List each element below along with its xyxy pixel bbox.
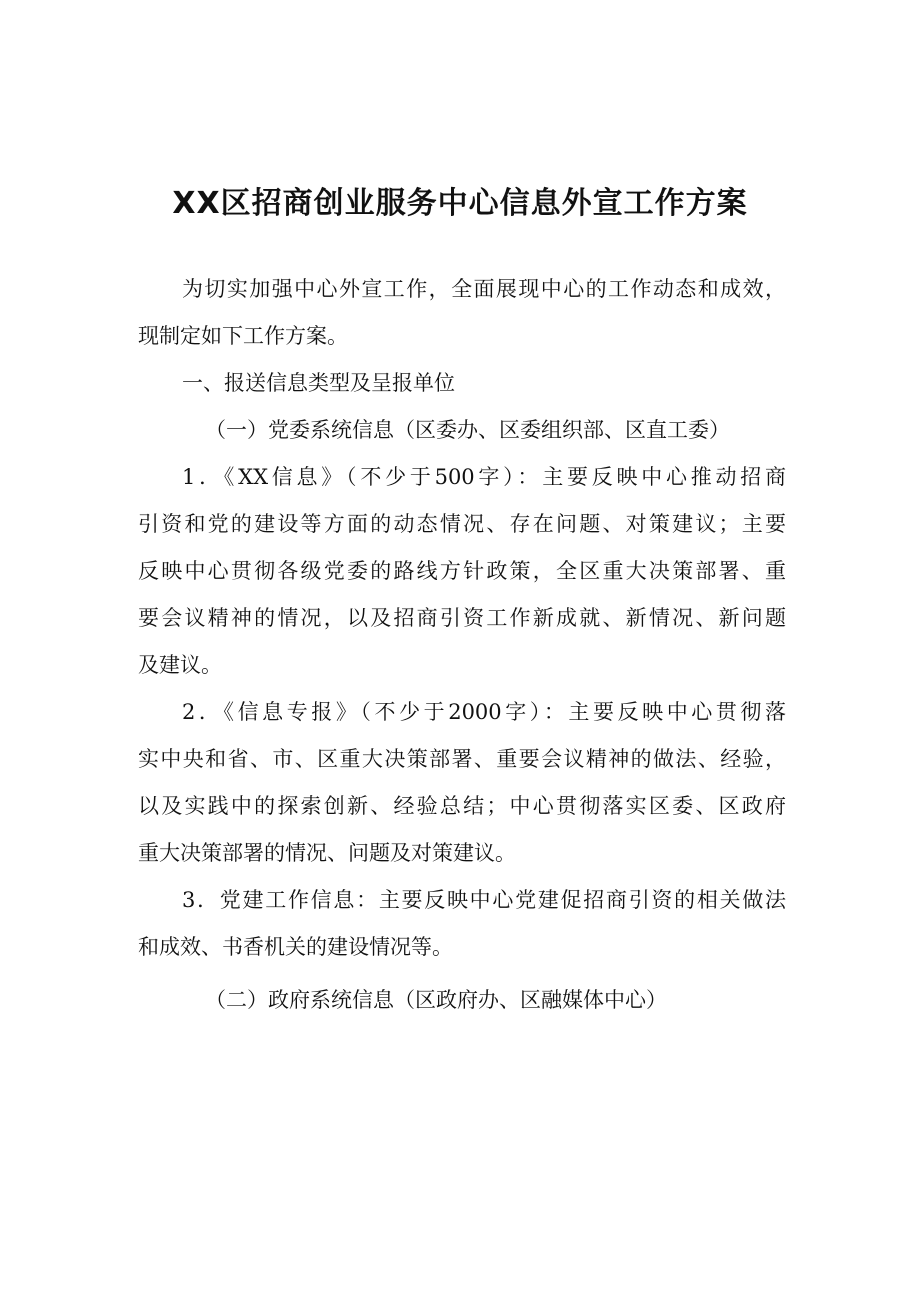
- item-2-line-4: 重大决策部署的情况、问题及对策建议。: [138, 841, 516, 865]
- section-heading-1: 一、报送信息类型及呈报单位: [182, 371, 455, 395]
- item-1-line-1: 1．《XX信息》（不少于500字）：主要反映中心推动招商: [182, 465, 786, 489]
- paragraph-intro-line-1: 为切实加强中心外宣工作，全面展现中心的工作动态和成效，: [182, 277, 786, 301]
- item-2-line-3: 以及实践中的探索创新、经验总结；中心贯彻落实区委、区政府: [138, 794, 786, 818]
- item-3-line-2: 和成效、书香机关的建设情况等。: [138, 935, 453, 959]
- item-3-line-1: 3．党建工作信息：主要反映中心党建促招商引资的相关做法: [182, 888, 786, 912]
- paragraph-intro-line-2: 现制定如下工作方案。: [138, 324, 348, 348]
- item-2-line-1: 2．《信息专报》（不少于2000字）：主要反映中心贯彻落: [182, 700, 786, 724]
- item-1-line-3: 反映中心贯彻各级党委的路线方针政策，全区重大决策部署、重: [138, 559, 786, 583]
- subsection-heading-1: （一）党委系统信息（区委办、区委组织部、区直工委）: [205, 418, 730, 442]
- item-2-line-2: 实中央和省、市、区重大决策部署、重要会议精神的做法、经验，: [138, 747, 786, 771]
- item-1-line-4: 要会议精神的情况，以及招商引资工作新成就、新情况、新问题: [138, 606, 786, 630]
- item-1-line-2: 引资和党的建设等方面的动态情况、存在问题、对策建议；主要: [138, 512, 786, 536]
- document-title: XX区招商创业服务中心信息外宣工作方案: [172, 186, 748, 221]
- item-1-line-5: 及建议。: [138, 653, 222, 677]
- subsection-heading-2: （二）政府系统信息（区政府办、区融媒体中心）: [205, 988, 667, 1012]
